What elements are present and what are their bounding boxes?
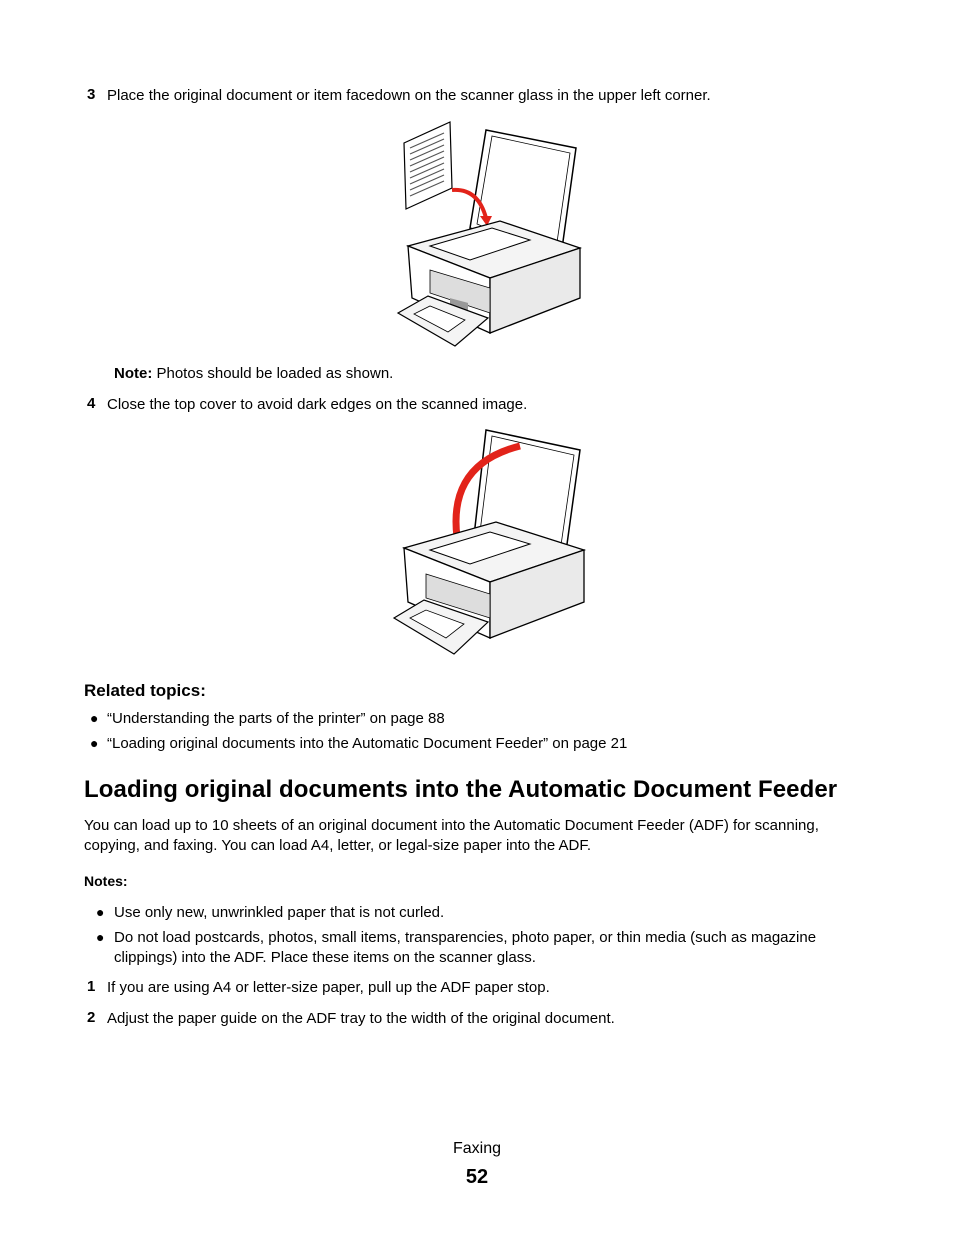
step-3-number: 3 bbox=[87, 86, 96, 103]
step-2-text: Adjust the paper guide on the ADF tray to the width of the original document. bbox=[107, 1010, 615, 1027]
bullet-icon: ● bbox=[90, 710, 99, 726]
intro-line-2: copying, and faxing. You can load A4, letter, or legal-size paper into the ADF. bbox=[84, 837, 592, 854]
step-4-text: Close the top cover to avoid dark edges on the scanned image. bbox=[107, 396, 528, 413]
intro-line-1: You can load up to 10 sheets of an original document into the Automatic Document Feeder (ADF) for scanning, bbox=[84, 817, 819, 834]
photo-note bbox=[114, 364, 393, 384]
related-link[interactable]: “Understanding the parts of the printer” on page 88 bbox=[107, 710, 445, 727]
bullet-icon: ● bbox=[90, 735, 99, 751]
step-4-number: 4 bbox=[87, 395, 96, 412]
note-text: Photos should be loaded as shown. bbox=[152, 365, 394, 382]
bullet-icon: ● bbox=[96, 904, 105, 920]
note-label: Note: bbox=[114, 365, 153, 382]
note-item: Use only new, unwrinkled paper that is not curled. bbox=[114, 904, 445, 921]
original-document-sheet bbox=[404, 122, 452, 209]
footer-section-name: Faxing bbox=[452, 1140, 502, 1157]
step-1-number: 1 bbox=[87, 978, 96, 995]
printer-open-lid-illustration bbox=[390, 118, 590, 352]
related-topics-heading: Related topics: bbox=[84, 681, 206, 700]
related-link[interactable]: “Loading original documents into the Automatic Document Feeder” on page 21 bbox=[107, 735, 628, 752]
step-1-text: If you are using A4 or letter-size paper, pull up the ADF paper stop. bbox=[107, 979, 550, 996]
note-item-continued: clippings) into the ADF. Place these items on the scanner glass. bbox=[114, 949, 536, 966]
step-2-number: 2 bbox=[87, 1009, 96, 1026]
notes-label: Notes: bbox=[84, 873, 128, 889]
section-title: Loading original documents into the Automatic Document Feeder bbox=[84, 776, 838, 803]
step-3-text: Place the original document or item facedown on the scanner glass in the upper left corner. bbox=[107, 87, 711, 104]
page-number: 52 bbox=[465, 1166, 489, 1188]
bullet-icon: ● bbox=[96, 929, 105, 945]
note-item: Do not load postcards, photos, small items, transparencies, photo paper, or thin media (such as magazine bbox=[114, 929, 817, 946]
printer-close-lid-illustration bbox=[390, 426, 590, 660]
